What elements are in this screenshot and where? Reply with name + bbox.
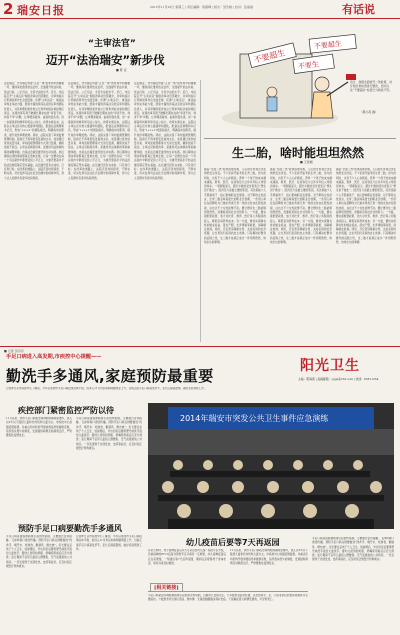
- vaccine-body-col2: 11月以来，我市手足口病报告病例较前期明显增多，患儿以5岁以下散居儿童和托幼机构儿童为主。市疾控中心加强疫情监测，对重点托幼机构开展消毒指导和健康宣教，指导落实晨午检制度，发现疑似病例及时隔离治疗，严防聚集性疫情发生。: [230, 549, 308, 565]
- opinion-section: [0, 20, 400, 344]
- page-header: [0, 0, 400, 19]
- article1-headline: 迈开“法治瑞安”新步伐: [46, 53, 165, 67]
- newspaper-name: 瑞安日报: [17, 4, 65, 17]
- article1-byline: ■ 陈 宣: [116, 68, 127, 72]
- article1-body-col1: 法治瑞安，作为瑞安市委“五位一体”的布局中的重要一环，继续深化推进依法治市，全面提升依法执政、依法行政、公正司法、全民守法的水平。近日，市法院召开“主审法官”制度改革动员部署会，对审判权运行机制改革作出全面安排。所谓“主审法官”，就是由审判业务能力强、经验丰富的资深法官担任审判团队负责人，对其审理的案件独立行使审判权并承担相应责任。这项改革有利于破解长期存在的“审者不判、判者不审”问题，让审理者裁判、由裁判者负责，进一步提高审判效率和司法公信力。改革实施以来，法院以主审法官为核心组建审判团队，配备法官助理和书记员，形成“1+1+1”的团队模式，明确各岗位职责，提升案件审理质效。同时，法院完善了审判监督管理机制，院庭长不再审批签发裁判文书，而是通过案件质量评查、审判流程管理等方式进行监督，确保放权不放任。主审法官制度改革，是推进司法体制改革的重要举措，也是法治瑞安建设的生动实践。我们期待这项改革能够真正落地生根，让每一位群众在每一个司法案件中都感受到公平正义，为建设更高水平的法治瑞安奠定坚实基础。法治建设没有完成时，只有进行时。在改革的道路上，法院还需持续探索、不断完善，切实发挥司法在社会治理中的保障作用，努力让人民群众有更多的获得感。: [4, 82, 64, 180]
- sign-text-1: 不要超生: [252, 48, 287, 65]
- conference-photo: [148, 403, 394, 529]
- monitor-body-col2: 手足口病是由肠道病毒引起的传染病，主要通过密切接触、飞沫和粪口途径传播。预防手足口病关键要做到“洗净手、喝开水、吃熟食、勤通风、晒衣被”。家长要注意孩子个人卫生，饭前便后、外出回家后要用肥皂或洗手液给儿童洗手；婴幼儿使用的奶瓶、奶嘴使用前后应充分清洗；流行期间不宜带儿童到人群聚集、空气流通差的公共场所。一旦发现孩子出现发热、皮疹等症状，应及时到正规医疗机构就诊。: [76, 417, 142, 451]
- article2-byline: ■ 王艳刚: [300, 160, 313, 164]
- article2-body-col3: 随着“全面二孩”政策落地实施，人们的生育观念也在悄然发生改变。不少家庭开始考虑生育二胎，但与此同时，也有不少人心存顾虑。养育一个孩子的成本越来越高，教育、医疗、住房等压力让许多年轻父母望而却步。一项调查显示，超过半数的受访者表示“想生但不敢生”。经济压力是最主要的原因，其次是缺少人手照看孩子、担心影响职业发展等。对于职场女性而言，生育二胎意味着更长的职业空档期，一些用人单位在招聘时对已婚未育或已育一孩的女性存在隐性歧视，这也让不少女性犹豫不决。要让群众生二胎能够坦坦然然，需要政府和社会共同努力。一方面，要完善配套政策，加大对托育、教育、医疗等公共服务的投入，降低家庭养育成本；另一方面，要切实保障女性的就业权益，落实产假、生育津贴等政策，消除就业歧视。同时，还应营造尊重生育、关爱家庭的社会氛围，让生育回归家庭的自主选择。只有解决好群众的后顾之忧，生二胎才能真正成为一件坦坦然然、快快乐乐的事情。: [336, 168, 396, 245]
- subhead-prevention: 预防手足口病要勤洗手多通风: [18, 524, 122, 533]
- prevention-body-col2: 记者昨日从市疾控中心了解到，今年以来我市手足口病疫情总体平稳，但进入11月份以来病例数明显上升，目前正值手足口病高发季节，家长应提高警惕，做好家庭预防工作。: [76, 535, 142, 551]
- subhead-vaccine: 幼儿疫苗后要等7天再返园: [186, 538, 280, 547]
- sign-text-2: 不要生: [297, 60, 320, 72]
- header-meta: 2015年11月25日 星期三 | 责任编辑：徐超晴 | 版式：吴乐晓 | 校对：张丽丽: [150, 5, 253, 9]
- brand-info: 主编：陈海燕 | 投稿邮箱：yggs@163.com | 热线：65811234: [298, 377, 379, 381]
- prevention-body-col1: 手足口病是由肠道病毒引起的传染病，主要通过密切接触、飞沫和粪口途径传播。预防手足口病关键要做到“洗净手、喝开水、吃熟食、勤通风、晒衣被”。家长要注意孩子个人卫生，饭前便后、外出回家后要用肥皂或洗手液给儿童洗手；婴幼儿使用的奶瓶、奶嘴使用前后应充分清洗；流行期间不宜带儿童到人群聚集、空气流通差的公共场所。一旦发现孩子出现发热、皮疹等症状，应及时到正规医疗机构就诊。: [6, 535, 72, 569]
- event-photo: [148, 403, 394, 529]
- cartoon-caption: 近日，我国全面放开二孩政策，对计划生育标语进行整改，因为以往“不要超生”标语已与新政不符。: [350, 80, 393, 92]
- related-link-body: 手足口病是由多种肠道病毒引起的常见传染病，以婴幼儿发病为主。大多数患者症状轻微，以发热和手、足、口腔等部位的皮疹或疱疹为主要症状。少数患者可出现心肌炎、肺水肿、无菌性脑膜脑炎等并发症。个别重症患儿病情发展快，可导致死亡。: [148, 594, 308, 602]
- article2-rule: [204, 138, 396, 139]
- subhead-monitor: 疾控部门紧密监控严防以待: [18, 406, 114, 415]
- article1-body-col2: 法治瑞安，作为瑞安市委“五位一体”的布局中的重要一环，继续深化推进依法治市，全面提升依法执政、依法行政、公正司法、全民守法的水平。近日，市法院召开“主审法官”制度改革动员部署会，对审判权运行机制改革作出全面安排。所谓“主审法官”，就是由审判业务能力强、经验丰富的资深法官担任审判团队负责人，对其审理的案件独立行使审判权并承担相应责任。这项改革有利于破解长期存在的“审者不判、判者不审”问题，让审理者裁判、由裁判者负责，进一步提高审判效率和司法公信力。改革实施以来，法院以主审法官为核心组建审判团队，配备法官助理和书记员，形成“1+1+1”的团队模式，明确各岗位职责，提升案件审理质效。同时，法院完善了审判监督管理机制，院庭长不再审批签发裁判文书，而是通过案件质量评查、审判流程管理等方式进行监督，确保放权不放任。主审法官制度改革，是推进司法体制改革的重要举措，也是法治瑞安建设的生动实践。我们期待这项改革能够真正落地生根，让每一位群众在每一个司法案件中都感受到公平正义，为建设更高水平的法治瑞安奠定坚实基础。法治建设没有完成时，只有进行时。在改革的道路上，法院还需持续探索、不断完善，切实发挥司法在社会治理中的保障作用，努力让人民群众有更多的获得感。: [68, 82, 130, 180]
- section2-intro: 记者昨日从市疾控中心了解到，今年以来我市手足口病疫情总体平稳，但进入11月份以来病例数明显上升，目前正值手足口病高发季节，家长应提高警惕，做好家庭预防工作。: [6, 387, 207, 390]
- top-headline: 手足口病进入高发期,市疾控中心提醒——: [6, 354, 102, 360]
- health-section: [0, 346, 400, 635]
- banner-text: 2014年瑞安市突发公共卫生事件应急演练: [180, 414, 329, 423]
- section2-label: ■ 记者 吴丹丹: [4, 349, 24, 353]
- brand-box: [298, 355, 394, 391]
- article2-body-col2: 随着“全面二孩”政策落地实施，人们的生育观念也在悄然发生改变。不少家庭开始考虑生育二胎，但与此同时，也有不少人心存顾虑。养育一个孩子的成本越来越高，教育、医疗、住房等压力让许多年轻父母望而却步。一项调查显示，超过半数的受访者表示“想生但不敢生”。经济压力是最主要的原因，其次是缺少人手照看孩子、担心影响职业发展等。对于职场女性而言，生育二胎意味着更长的职业空档期，一些用人单位在招聘时对已婚未育或已育一孩的女性存在隐性歧视，这也让不少女性犹豫不决。要让群众生二胎能够坦坦然然，需要政府和社会共同努力。一方面，要完善配套政策，加大对托育、教育、医疗等公共服务的投入，降低家庭养育成本；另一方面，要切实保障女性的就业权益，落实产假、生育津贴等政策，消除就业歧视。同时，还应营造尊重生育、关爱家庭的社会氛围，让生育回归家庭的自主选择。只有解决好群众的后顾之忧，生二胎才能真正成为一件坦坦然然、快快乐乐的事情。: [270, 168, 332, 245]
- article1-kicker: “主审法官”: [88, 39, 136, 49]
- main-headline: 勤洗手多通风,家庭预防最重要: [6, 367, 214, 385]
- article2-body-col1: 随着“全面二孩”政策落地实施，人们的生育观念也在悄然发生改变。不少家庭开始考虑生育二胎，但与此同时，也有不少人心存顾虑。养育一个孩子的成本越来越高，教育、医疗、住房等压力让许多年轻父母望而却步。一项调查显示，超过半数的受访者表示“想生但不敢生”。经济压力是最主要的原因，其次是缺少人手照看孩子、担心影响职业发展等。对于职场女性而言，生育二胎意味着更长的职业空档期，一些用人单位在招聘时对已婚未育或已育一孩的女性存在隐性歧视，这也让不少女性犹豫不决。要让群众生二胎能够坦坦然然，需要政府和社会共同努力。一方面，要完善配套政策，加大对托育、教育、医疗等公共服务的投入，降低家庭养育成本；另一方面，要切实保障女性的就业权益，落实产假、生育津贴等政策，消除就业歧视。同时，还应营造尊重生育、关爱家庭的社会氛围，让生育回归家庭的自主选择。只有解决好群众的后顾之忧，生二胎才能真正成为一件坦坦然然、快快乐乐的事情。: [204, 168, 266, 245]
- vaccine-body-col3: 手足口病是由肠道病毒引起的传染病，主要通过密切接触、飞沫和粪口途径传播。预防手足口病关键要做到“洗净手、喝开水、吃熟食、勤通风、晒衣被”。家长要注意孩子个人卫生，饭前便后、外出回家后要用肥皂或洗手液给儿童洗手；婴幼儿使用的奶瓶、奶嘴使用前后应充分清洗；流行期间不宜带儿童到人群聚集、空气流通差的公共场所。一旦发现孩子出现发热、皮疹等症状，应及时到正规医疗机构就诊。: [312, 537, 394, 562]
- article1-body-col3: 法治瑞安，作为瑞安市委“五位一体”的布局中的重要一环，继续深化推进依法治市，全面提升依法执政、依法行政、公正司法、全民守法的水平。近日，市法院召开“主审法官”制度改革动员部署会，对审判权运行机制改革作出全面安排。所谓“主审法官”，就是由审判业务能力强、经验丰富的资深法官担任审判团队负责人，对其审理的案件独立行使审判权并承担相应责任。这项改革有利于破解长期存在的“审者不判、判者不审”问题，让审理者裁判、由裁判者负责，进一步提高审判效率和司法公信力。改革实施以来，法院以主审法官为核心组建审判团队，配备法官助理和书记员，形成“1+1+1”的团队模式，明确各岗位职责，提升案件审理质效。同时，法院完善了审判监督管理机制，院庭长不再审批签发裁判文书，而是通过案件质量评查、审判流程管理等方式进行监督，确保放权不放任。主审法官制度改革，是推进司法体制改革的重要举措，也是法治瑞安建设的生动实践。我们期待这项改革能够真正落地生根，让每一位群众在每一个司法案件中都感受到公平正义，为建设更高水平的法治瑞安奠定坚实基础。法治建设没有完成时，只有进行时。在改革的道路上，法院还需持续探索、不断完善，切实发挥司法在社会治理中的保障作用，努力让人民群众有更多的获得感。: [134, 82, 196, 180]
- brand-title: 阳光卫生: [300, 358, 360, 374]
- column-name: 有话说: [342, 3, 375, 16]
- related-link-box: [148, 591, 308, 632]
- vaccine-body-col1: 有家长询问，孩子接种疫苗后多久可以返回幼儿园？疾控专家介绍，目前接种的EV71疫苗对预防手足口病有一定效果，幼儿接种疫苗后应在家观察，一般建议等7天后再返园，期间注意观察孩子身体状况，如有异常及时就医。: [148, 549, 226, 565]
- article2-headline: 生二胎，啥时能坦坦然然: [232, 146, 365, 160]
- page-number: 2: [3, 0, 14, 18]
- sign-text-3: 不要超生: [313, 39, 343, 51]
- related-link-label: [相关链接]: [150, 583, 183, 592]
- column-divider: [200, 80, 201, 342]
- cartoon-credit: （陈小英 画）: [360, 110, 378, 114]
- monitor-body-col1: 11月以来，我市手足口病报告病例较前期明显增多，患儿以5岁以下散居儿童和托幼机构儿童为主。市疾控中心加强疫情监测，对重点托幼机构开展消毒指导和健康宣教，指导落实晨午检制度，发现疑似病例及时隔离治疗，严防聚集性疫情发生。: [6, 417, 72, 438]
